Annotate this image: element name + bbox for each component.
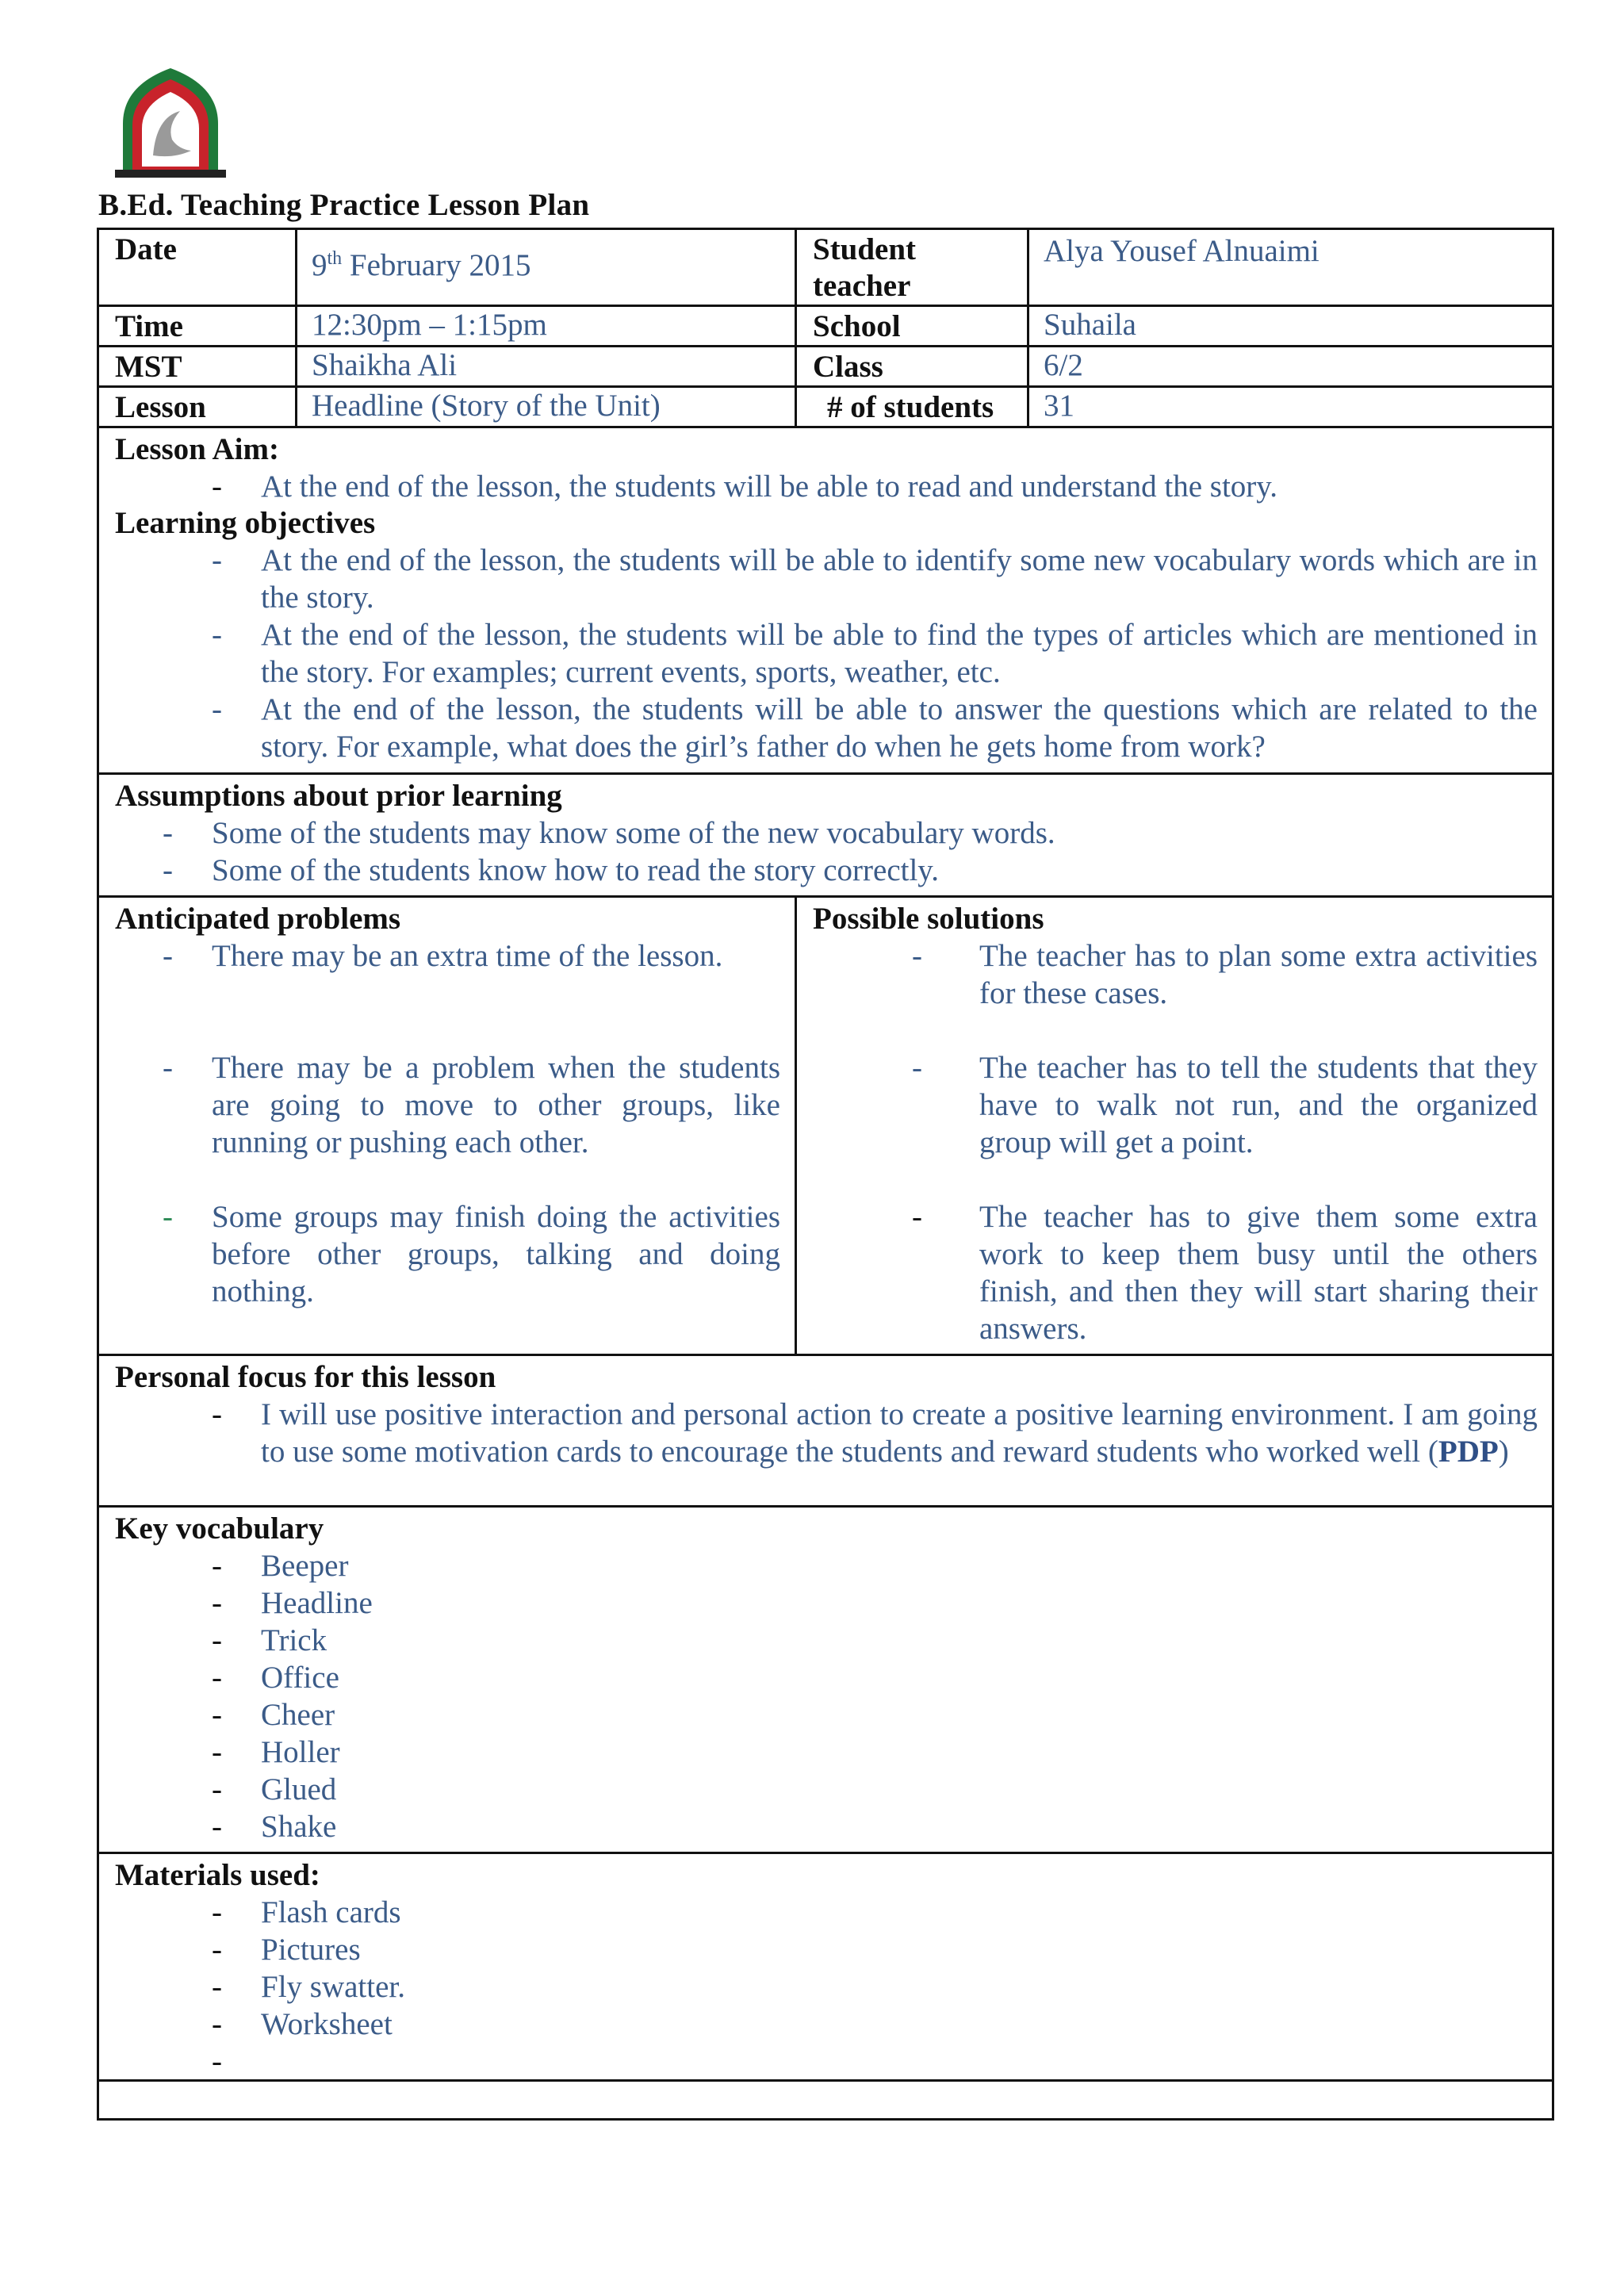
list-item: - Trick — [212, 1623, 327, 1657]
row-empty — [98, 2081, 1553, 2120]
row-assumptions — [98, 774, 1553, 897]
mst-value: Shaikha Ali — [312, 348, 458, 382]
assumptions-list — [115, 814, 1538, 889]
list-item: - Office — [212, 1661, 339, 1695]
list-item: - Some groups may finish doing the activities before other groups, talking and doing nothing. — [163, 1200, 780, 1308]
list-item: - Some of the students may know some of the new vocabulary words. — [163, 816, 1055, 850]
list-item: - The teacher has to give them some extra work to keep them busy until the others finish, and then they will start sharing their answers. — [912, 1200, 1538, 1346]
personal-focus-heading: Personal focus for this lesson — [115, 1360, 496, 1394]
vocabulary-list — [115, 1547, 1538, 1845]
students-label: # of students — [827, 390, 994, 424]
list-item: - At the end of the lesson, the students will be able to identify some new vocabulary words which are in the story. — [212, 543, 1538, 615]
row-aim-objectives — [98, 427, 1553, 774]
university-logo — [115, 62, 226, 179]
row-vocabulary — [98, 1507, 1553, 1853]
list-item: - Some of the students know how to read the story correctly. — [163, 853, 940, 887]
row-materials — [98, 1853, 1553, 2081]
row-date — [98, 229, 1553, 306]
materials-list: - Flash cards - Pictures - Fly swatter. - Worksheet - — [115, 1894, 1538, 2043]
date-label: Date — [115, 232, 177, 266]
materials-heading: Materials used: — [115, 1858, 320, 1892]
student-teacher-label: Student teacher — [813, 232, 917, 303]
row-problems-solutions — [98, 897, 1553, 1355]
list-item: - At the end of the lesson, the students will be able to find the types of articles which are mentioned in the story. For examples; current events, sports, weather, etc. — [212, 618, 1538, 689]
list-item: - The teacher has to plan some extra activities for these cases. — [912, 939, 1538, 1010]
class-label: Class — [813, 350, 883, 384]
list-item: - Cheer — [212, 1698, 335, 1732]
list-item: - I will use positive interaction and personal action to create a positive learning environment. I am going to use some motivation cards to encourage the students and reward students who worked well (PDP) — [212, 1397, 1538, 1469]
focus-list — [115, 1396, 1538, 1470]
list-item: - Holler — [212, 1735, 340, 1769]
row-time — [98, 306, 1553, 347]
assumptions-heading: Assumptions about prior learning — [115, 779, 562, 813]
lesson-label: Lesson — [115, 390, 206, 424]
list-item: - Beeper — [212, 1549, 349, 1583]
class-value: 6/2 — [1044, 348, 1083, 382]
students-value: 31 — [1044, 389, 1074, 423]
row-mst — [98, 347, 1553, 387]
document-title: B.Ed. Teaching Practice Lesson Plan — [98, 188, 590, 222]
list-item: - Fly swatter. — [212, 1970, 405, 2004]
school-value: Suhaila — [1044, 308, 1136, 342]
row-lesson — [98, 387, 1553, 427]
aim-list — [115, 468, 1538, 505]
list-item: - There may be a problem when the students are going to move to other groups, like running or pushing each other. — [163, 1051, 780, 1159]
time-label: Time — [115, 309, 183, 343]
school-label: School — [813, 309, 901, 343]
list-item: - Headline — [212, 1586, 373, 1620]
lesson-plan-table — [97, 228, 1554, 2121]
possible-solutions-heading: Possible solutions — [813, 902, 1044, 936]
anticipated-problems-heading: Anticipated problems — [115, 902, 401, 936]
student-teacher-value: Alya Yousef Alnuaimi — [1044, 234, 1320, 268]
list-item: - At the end of the lesson, the students will be able to read and understand the story. — [212, 469, 1277, 504]
list-item: - Glued — [212, 1772, 337, 1806]
list-item: - At the end of the lesson, the students will be able to answer the questions which are related to the story. For example, what does the girl’s father do when he gets home from work? — [212, 692, 1538, 764]
problems-list — [115, 937, 780, 1310]
list-item: - Worksheet — [212, 2007, 393, 2041]
solutions-list — [813, 937, 1538, 1347]
objectives-list — [115, 542, 1538, 765]
lesson-value: Headline (Story of the Unit) — [312, 389, 661, 423]
mst-label: MST — [115, 350, 182, 384]
list-item: - There may be an extra time of the lesson. — [163, 939, 723, 973]
time-value: 12:30pm – 1:15pm — [312, 308, 547, 342]
list-item: - Pictures — [212, 1933, 361, 1967]
row-personal-focus — [98, 1355, 1553, 1507]
lesson-aim-heading: Lesson Aim: — [115, 432, 279, 466]
learning-objectives-heading: Learning objectives — [115, 506, 376, 540]
pdp-label: PDP — [1438, 1435, 1499, 1469]
key-vocabulary-heading: Key vocabulary — [115, 1511, 324, 1546]
list-item: - Shake — [212, 1810, 337, 1844]
list-item: - Flash cards — [212, 1895, 401, 1929]
date-value: 9th February 2015 — [312, 248, 531, 282]
list-item: - The teacher has to tell the students that they have to walk not run, and the organized group will get a point. — [912, 1051, 1538, 1159]
